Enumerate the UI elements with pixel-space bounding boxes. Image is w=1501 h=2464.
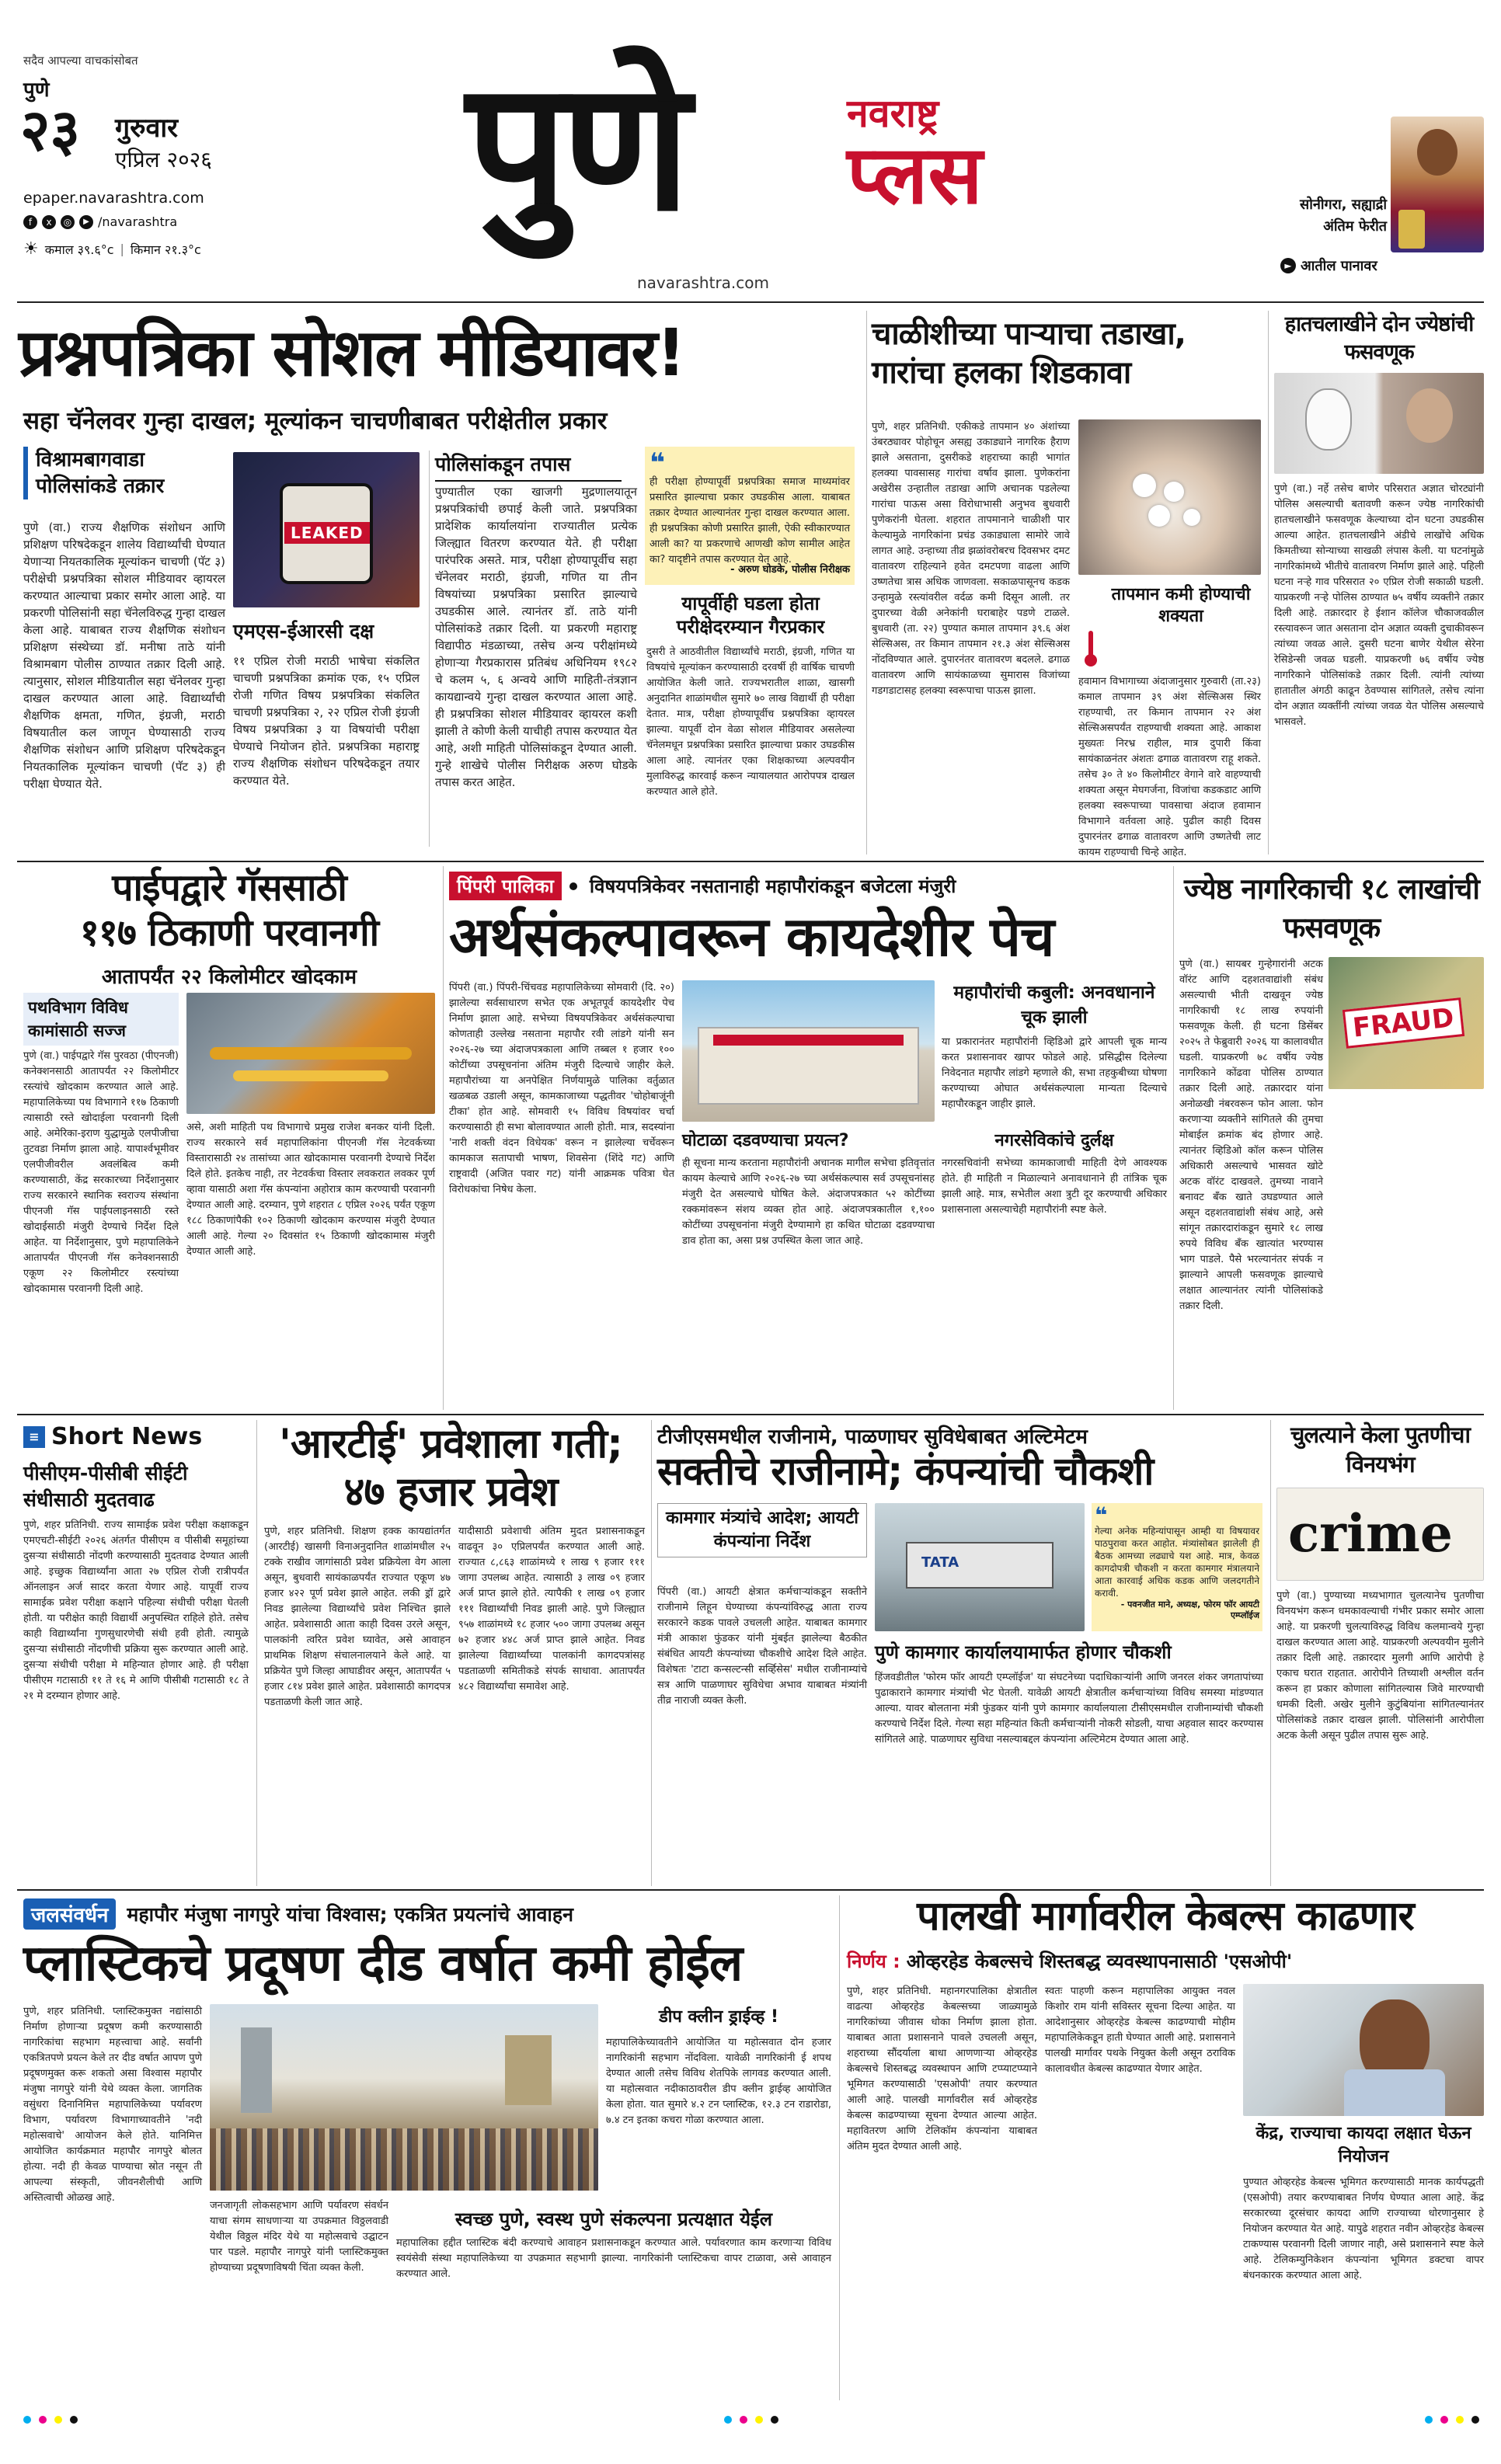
- max-temp: कमाल ३९.६°c: [44, 242, 114, 257]
- fraud1-headline: हातचलाखीने दोन ज्येष्ठांची फसवणूक: [1284, 312, 1474, 364]
- facebook-icon[interactable]: f: [23, 215, 37, 229]
- tcs-headline: सक्तीचे राजीनामे; कंपन्यांची चौकशी: [657, 1449, 1154, 1494]
- lead-col1: पुणे (वा.) राज्य शैक्षणिक संशोधन आणि प्रशिक्षण परिषदेकडून शालेय विद्यार्थ्यांची घेण्यात येणाऱ्या नियतकालिक मूल्यांकन चाचणी (पॅट ३) परीक्षेची प्रश्नपत्रिका सोशल मीडियावर व्हायरल करण्यात आल्याचा प्रकार समोर आला आहे. या प्रकरणी पोलिसांनी सहा चॅनेलविरुद्ध गुन्हा दाखल केला आहे. याबाबत राज्य शैक्षणिक संशोधन प्रशिक्षण संस्थेच्या डॉ. मनीषा ताठे यांनी विश्रामबाग पोलीस ठाण्यात तक्रार दिली आहे. त्यानुसार, सोशल मीडियातील सहा चॅनेलवर गुन्हा दाखल करण्यात आला आहे. विद्यार्थ्यांची शैक्षणिक क्षमता, गणित, इंग्रजी, मराठी विषयातील कल जाणून घेण्यासाठी राज्य शैक्षणिक संशोधन आणि प्रशिक्षण परिषदेकडून नियतकालिक मूल्यांकन चाचणी (पॅट ३) ही परीक्षा घेण्यात येते.: [23, 520, 225, 791]
- hail-body2: हवामान विभागाच्या अंदाजानुसार गुरुवारी (ता.२३) कमाल तापमान ३९ अंश सेल्सिअस स्थिर राहण्याची, तर किमान तापमान २२ अंश सेल्सिअसपर्यंत राहण्याची शक्यता आहे. आकाश मुख्यतः निरभ्र राहील, मात्र दुपारी किंवा सायंकाळनंतर अंशतः ढगाळ वातावरण राहू शकते. तसेच ३० ते ४० किलोमीटर वेगाने वारे वाहण्याची शक्यता असून मेघगर्जना, विजांचा कडकडाट आणि हलक्या स्वरूपाच्या पावसाचा अंदाज हवामान विभागाने वर्तवला आहे. पुढील काही दिवस दुपारनंतर ढगाळ वातावरण आणि उष्णतेची लाट कायम राहण्याची चिन्हे आहेत.: [1078, 676, 1261, 858]
- lead-col2: ११ एप्रिल रोजी मराठी भाषेचा संकलित चाचणी प्रश्नपत्रिका क्रमांक एक, १५ एप्रिल रोजी गणित विषय प्रश्नपत्रिका संकलित चाचणी प्रश्नपत्रिका २, २२ एप्रिल रोजी इंग्रजी विषय प्रश्नपत्रिका ३ या विषयांची परीक्षा घेण्याचे नियोजन होते. प्रश्नपत्रिका महाराष्ट्र राज्य शैक्षणिक संशोधन परिषदेकडून तयार करण्यात येते.: [233, 654, 420, 788]
- crime-body: पुणे (वा.) पुण्याच्या मध्यभागात चुलत्यानेच पुतणीचा विनयभंग करून धमकावल्याची गंभीर प्रकार समोर आला आहे. या प्रकरणी चुलत्याविरुद्ध विविध कलमान्वये गुन्हा दाखल करण्यात आला आहे. याप्रकरणी अल्पवयीन मुलीने तक्रार दिली आहे. तक्रारदार मुलगी आणि आरोपी हे एकाच घरात राहतात. आरोपीने तिच्याशी अश्लील वर्तन करून हा प्रकार कोणाला सांगितल्यास जिवे मारण्याची धमकी दिली. अखेर मुलीने कुटुंबियांना सांगितल्यानंतर पोलिसांकडे तक्रार दाखल झाली. पोलिसांनी आरोपीला अटक केली असून पुढील तपास सुरू आहे.: [1276, 1590, 1484, 1742]
- cables-photo-caption: केंद्र, राज्याचा कायदा लक्षात घेऊन नियोजन: [1255, 2124, 1471, 2166]
- quote-icon: ❝: [1095, 1502, 1108, 1528]
- gas-subhead: आतापर्यंत २२ किलोमीटर खोदकाम: [101, 966, 357, 989]
- gas-headline-2: ११७ ठिकाणी परवानगी: [79, 911, 379, 955]
- lead-quote-box: [645, 447, 855, 585]
- lead-box2-head: यापूर्वीही घडला होता परीक्षेदरम्यान गैरप्रकार: [676, 593, 825, 638]
- budget-corp-body: नगरसचिवांनी सभेच्या कामकाजाची माहिती देणे आवश्यक होते. ही माहिती न मिळाल्याने अनावधानाने ही तांत्रिक चूक झाली आहे. मात्र, सभेतील अशा त्रुटी दूर करण्याची अधिकार प्रशासनाला असल्याचेही महापौरांनी स्पष्ट केले.: [942, 1157, 1167, 1216]
- tcs-photo-caption: पुणे कामगार कार्यालयामार्फत होणार चौकशी: [875, 1641, 1172, 1663]
- short-news-label: ≡ Short News: [23, 1423, 202, 1450]
- masthead-rule: [17, 301, 1484, 303]
- lead-box-head: पोलिसांकडून तपास: [435, 451, 622, 482]
- budget-headline: अर्थसंकल्पावरून कायदेशीर पेच: [449, 905, 1054, 969]
- plastic-photo: [210, 2004, 598, 2191]
- tcs-quote-box: [1092, 1503, 1262, 1631]
- twitter-icon[interactable]: x: [42, 215, 56, 229]
- registration-marks: [23, 2408, 1484, 2431]
- short-news-body: पुणे, शहर प्रतिनिधी. राज्य सामाईक प्रवेश परीक्षा कक्षाकडून एमएचटी-सीईटी २०२६ अंतर्गत पीसीएम व पीसीबी समूहांच्या दुसऱ्या संधीसाठी नोंदणी करण्यासाठी मुदतवाढ देण्यात आली आहे. इच्छुक विद्यार्थ्यांना आता २७ एप्रिल रोजी रात्रीपर्यंत ऑनलाइन अर्ज सादर करता येणार आहे. यापूर्वी राज्य सामाईक प्रवेश परीक्षा कक्षाने पहिल्या संधीची परीक्षा घेतली होती. या परीक्षेत काही विद्यार्थी अनुपस्थित राहिले होते. तसेच काही विद्यार्थ्यांना गुणसुधारणेची संधी हवी होती. त्यामुळे दुसऱ्या संधीसाठी नोंदणीची प्रक्रिया सुरू करण्यात आली आहे. दुसऱ्या संधीची परीक्षा मे महिन्यात होणार आहे. ही परीक्षा पीसीएम गटासाठी ११ ते १६ मे आणि पीसीबी गटासाठी १८ ते २१ मे दरम्यान होणार आहे.: [23, 1519, 249, 1702]
- cables-headline: पालखी मार्गावरील केबल्स काढणार: [917, 1893, 1414, 1940]
- tcs-quote-by: - पवनजीत माने, अध्यक्ष, फोरम फॉर आयटी एम्प्लॉईज: [1120, 1599, 1259, 1620]
- plastic-kicker-text: महापौर मंजुषा नागपुरे यांचा विश्वास; एकत्रित प्रयत्नांचे आवाहन: [127, 1903, 574, 1926]
- plastic-box-body: महापालिकेच्यावतीने आयोजित या महोत्सवात दोन हजार नागरिकांनी सहभाग नोंदविला. यावेळी नागरिकांनी ई शपथ देण्यात आली तसेच विविध शेतपिके लागवड करण्यात आली. या महोत्सवात नदीकाठावरील डीप क्लीन ड्राईव्ह आयोजित केला होता. यात सुमारे ४.२ टन प्लास्टिक, १२.३ टन राडारोडा, ७.४ टन इतका कचरा गोळा करण्यात आला.: [606, 2037, 831, 2126]
- budget-kicker-text: विषयपत्रिकेवर नसतानाही महापौरांकडून बजेटला मंजुरी: [589, 875, 956, 897]
- thermometer-icon: [1081, 631, 1100, 666]
- leaked-caption: एमएस-ईआरसी दक्ष: [233, 620, 374, 642]
- date-weekday: गुरुवार: [115, 113, 179, 144]
- cables-decision-text: ओव्हरहेड केबल्सचे शिस्तबद्ध व्यवस्थापनासाठी 'एसओपी': [906, 1951, 1293, 1972]
- budget-box: [942, 980, 1167, 1122]
- lead-quote: ही परीक्षा होण्यापूर्वी प्रश्नपत्रिका समाज माध्यमांवर प्रसारित झाल्याचा प्रकार उघडकीस आला. याबाबत तक्रार देण्यात आल्यानंतर गुन्हा दाखल करण्यात आला. ही प्रश्नपत्रिका कोणी प्रसारित झाली, ऐकी स्वीकारण्यात आली का? या प्रकरणाचे आणखी कोण सामील आहेत का? यादृष्टीने तपास करण्यात येत आहे.: [650, 476, 850, 566]
- social-handle[interactable]: /navarashtra: [98, 214, 178, 229]
- budget-body: पिंपरी (वा.) पिंपरी-चिंचवड महापालिकेच्या सोमवारी (दि. २०) झालेल्या सर्वसाधारण सभेत एक अभूतपूर्व कायदेशीर पेच निर्माण झाला आहे. सभेच्या विषयपत्रिकेवर अर्थसंकल्पाचा कोणताही उल्लेख नसताना महापौर रवी लांडगे यांनी सन २०२६-२७ च्या अंदाजपत्रकाला आणि तब्बल १ हजार १०० कोटींच्या उपसूचनांना अंतिम मंजुरी दिल्याचे जाहीर केले. महापौरांच्या या अनपेक्षित निर्णयामुळे पालिका वर्तुळात खळबळ उडाली असून, कामकाजाच्या पद्धतीवर 'चोहोबाजूंनी टीका' होत आहे. सोमवारी १५ विविध विषयांवर चर्चा करण्यासाठी ही सभा बोलावण्यात आली होती. मात्र, सदस्यांना 'नारी शक्ती वंदन विधेयक' वरून न झालेल्या चर्चेवरून कामकाज सतापाची भाषण, शिवसेना (शिंदे गट) आणि राष्ट्रवादी (अजित पवार गट) यांनी आक्रमक पवित्रा घेत विरोधकांचा निषेध केला.: [449, 982, 674, 1195]
- quote-icon: ❝: [650, 447, 665, 479]
- hail-headline: चाळीशीच्या पाऱ्याचा तडाखा, गारांचा हलका शिडकावा: [872, 316, 1186, 391]
- fraud-photo-label: FRAUD: [1343, 997, 1464, 1049]
- sun-icon: ☀: [23, 239, 39, 259]
- plastic-bottom-head: स्वच्छ पुणे, स्वस्थ पुणे संकल्पना प्रत्यक्षात येईल: [454, 2208, 773, 2230]
- tcs-body: पिंपरी (वा.) आयटी क्षेत्रात कर्मचाऱ्यांकडून सक्तीने राजीनामे लिहून घेण्याच्या कंपन्यांविरुद्ध आता राज्य सरकारने कडक पावले उचलली आहेत. याबाबत कामगार मंत्री आकाश फुंडकर यांनी मुंबईत झालेल्या बैठकीत संबंधित आयटी कंपन्यांच्या चौकशीचे आदेश दिले आहेत. विशेषतः 'टाटा कन्सल्टन्सी सर्व्हिसेस' मधील राजीनाम्यांचे सत्र आणि पाळणाघर सुविधेचा अभाव याबाबत मंत्र्यांनी तीव्र नाराजी व्यक्त केली.: [657, 1586, 867, 1707]
- masthead-title: पुणे: [466, 44, 684, 251]
- plastic-headline: प्लास्टिकचे प्रदूषण दीड वर्षात कमी होईल: [23, 1935, 743, 1992]
- lead-headline: प्रश्नपत्रिका सोशल मीडियावर!: [19, 315, 684, 391]
- crime-photo-label: crime: [1288, 1503, 1453, 1564]
- crime-headline: चुलत्याने केला पुतणीचा विनयभंग: [1290, 1422, 1470, 1477]
- budget-box-body: या प्रकारानंतर महापौरांनी व्हिडिओ द्वारे आपली चूक मान्य करत प्रशासनावर खापर फोडले आहे. प्रसिद्धीस दिलेल्या निवेदनात महापौर लांडगे म्हणाले की, सभा तहकुबीच्या घोषणा करण्याच्या ओघात अर्थसंकल्पाला मान्यता दिल्याचे महापौरकडून जाहीर झाले.: [942, 1036, 1167, 1110]
- gas-side-head: पथविभाग विविध कामांसाठी सज्ज: [23, 993, 179, 1046]
- hail-photo-caption: तापमान कमी होण्याची शक्यता: [1111, 585, 1251, 626]
- budget-photo: [682, 980, 935, 1122]
- cables-photo: [1243, 1984, 1484, 2116]
- senior-body: पुणे (वा.) सायबर गुन्हेगारांनी अटक वॉरंट आणि दहशतवाद्यांशी संबंध असल्याची भीती दाखवून ज्येष्ठ नागरिकाची १८ लाख रुपयांनी फसवणूक केली. ही घटना डिसेंबर २०२५ ते फेब्रुवारी २०२६ या कालावधीत घडली. याप्रकरणी ७८ वर्षीय ज्येष्ठ नागरिकाने कोंढवा पोलिस ठाण्यात तक्रार दिली आहे. तक्रारदार यांना अनोळखी नंबरवरून फोन आला. फोन करणाऱ्या व्यक्तीने सांगितले की तुमचा मोबाईल क्रमांक बंद होणार आहे. त्यानंतर व्हिडिओ कॉल करून पोलिस अधिकारी असल्याचे भासवत खोटे अटक वॉरंट दाखवले. तुमच्या नावाने बनावट बँक खाते उघडण्यात आले असून दहशतवाद्यांशी संबंध आहे, असे सांगून तक्रारदारांकडून सुमारे १८ लाख रुपये विविध बँक खात्यांत भरण्यास भाग पाडले. पैसे भरल्यानंतर संपर्क न झाल्याने आपली फसवणूक झाल्याचे लक्षात आल्यानंतर त्यांनी पोलिसांकडे तक्रार दिली.: [1179, 959, 1323, 1312]
- plastic-bottom-body: महापालिका हद्दीत प्लास्टिक बंदी करण्याचे आवाहन प्रशासनाकडून करण्यात आले. पर्यावरणात काम करणाऱ्या विविध स्वयंसेवी संस्था महापालिकेच्या या उपक्रमात सहभागी झाल्या. नागरिकांनी प्लास्टिकचा वापर टाळावा, असे आवाहन करण्यात आले.: [396, 2237, 831, 2280]
- brand-bottom: प्लस: [847, 127, 983, 222]
- short-news-headline: पीसीएम-पीसीबी सीईटी संधीसाठी मुदतवाढ: [23, 1462, 188, 1511]
- cables-decision-label: निर्णय :: [847, 1951, 900, 1972]
- news-icon: ≡: [23, 1426, 45, 1448]
- date-number: २३: [20, 97, 80, 164]
- cables-decision: [847, 1948, 1484, 1974]
- bullet-icon: [569, 882, 577, 890]
- leaked-photo: [233, 452, 420, 607]
- lead-col3: पुण्यातील एका खाजगी मुद्रणालयातून प्रश्नपत्रिकांची छपाई केली जाते. प्रश्नपत्रिका प्रादेशिक कार्यालयांना राज्यातील प्रत्येक जिल्ह्यात वितरण करण्यात येते. ही परीक्षा पारंपरिक असते. मात्र, परीक्षा होण्यापूर्वीच सहा चॅनेलवर मराठी, इंग्रजी, गणित या तीन विषयांच्या प्रश्नपत्रिका प्रसारित झाल्याचे उघडकीस आले. त्यानंतर डॉ. ताठे यांनी पोलिसांकडे तक्रार दिली. या प्रकरणी महाराष्ट्र विद्यापीठ मंडळाच्या, तसेच अन्य परीक्षांमध्ये होणाऱ्या गैरप्रकारास प्रतिबंध अधिनियम १९८२ चे कलम ५, ६ अन्वये आणि माहिती-तंत्रज्ञान कायद्यान्वये गुन्हा दाखल करण्यात आला आहे. ही प्रश्नपत्रिका सोशल मीडियावर व्हायरल कशी झाली ते कोणी केली याचीही तपास करण्यात येत आहे, अशी माहिती पोलिसांकडून देण्यात आली. गुन्हे शाखेचे पोलीस निरीक्षक अरुण घोडके तपास करत आहेत.: [435, 485, 637, 789]
- rte-headline: 'आरटीई' प्रवेशाला गती; ४७ हजार प्रवेश: [279, 1421, 622, 1516]
- tcs-photo: TATA: [875, 1503, 1085, 1631]
- masthead: [0, 0, 1501, 303]
- gas-body2: असे, अशी माहिती पथ विभागाचे प्रमुख राजेश बनकर यांनी दिली. राज्य सरकारने सर्व महापालिकांना पीएनजी गॅस नेटवर्कच्या विस्तारासाठी २४ तासांच्या आत खोदकामास परवानगी देण्याचे निर्देश दिले होते. इतकेच नाही, तर नेटवर्कचा विस्तार लवकरात लवकर पूर्ण व्हावा यासाठी अशा गॅस कंपन्यांना अहोरात्र काम करण्याची परवानगी देण्यात आली आहे. दरम्यान, पुणे शहरात ८ एप्रिल २०२६ पर्यंत एकूण १८८ ठिकाणांपैकी १०२ ठिकाणी खोदकाम करण्यास मंजुरी देण्यात आली आहे. गेल्या २० दिवसांत १५ ठिकाणी खोदकामास मंजुरी देण्यात आली आहे.: [186, 1122, 435, 1258]
- budget-kicker: [449, 872, 1164, 900]
- website[interactable]: navarashtra.com: [637, 273, 769, 292]
- lead-quote-by: - अरुण घोडके, पोलीस निरीक्षक: [730, 564, 850, 576]
- budget-corp-head: नगरसेविकांचे दुर्लक्ष: [994, 1131, 1114, 1150]
- lead-side-head: विश्रामबागवाडा पोलिसांकडे तक्रार: [23, 447, 218, 499]
- tcs-quote: गेल्या अनेक महिन्यांपासून आम्ही या विषयावर पाठपुरावा करत आहोत. मंत्र्यांसोबत झालेली ही बैठक आमच्या लढ्याचे यश आहे. मात्र, केवळ कागदोपत्री चौकशी न करता कामगार मंत्रालयाने आता कारवाई अधिक कडक आणि जलदगतीने करावी.: [1095, 1526, 1259, 1599]
- epaper-link[interactable]: epaper.navarashtra.com: [23, 190, 204, 207]
- fraud-photo: [1329, 957, 1484, 1089]
- tcs-body2: हिंजवडीतील 'फोरम फॉर आयटी एम्प्लॉईज' या संघटनेच्या पदाधिकाऱ्यांनी आणि जनरल शंकर जगतापांच्या पुढाकाराने कामगार मंत्र्यांची भेट घेतली. यावेळी आयटी क्षेत्रातील कर्मचाऱ्यांच्या विविध समस्या मांडण्यात आल्या. यावर बोलताना मंत्री फुंडकर यांनी पुणे कामगार कार्यालयाला टीसीएसमधील राजीनाम्यांची चौकशी करण्याचे निर्देश दिले. गेल्या सहा महिन्यांत किती कर्मचाऱ्यांनी नोकरी सोडली, याचा अहवाल सादर करण्यास सांगितले आहे. पाळणाघर सुविधा नसल्याबद्दल कंपन्यांना अल्टिमेटम देण्यात आला आहे.: [875, 1672, 1263, 1745]
- cables-body: पुणे, शहर प्रतिनिधी. महानगरपालिका क्षेत्रातील वाढत्या ओव्हरहेड केबल्सच्या जाळ्यामुळे नागरिकांच्या जीवास धोका निर्माण झाला होता. याबाबत आता प्रशासनाने पावले उचलली असून, शहराच्या सौंदर्याला बाधा आणणाऱ्या ओव्हरहेड केबल्सचे शिस्तबद्ध व्यवस्थापन आणि टप्प्याटप्प्याने भूमिगत करण्यासाठी 'एसओपी' तयार करण्यात आली आहे. पालखी मार्गावरील सर्व ओव्हरहेड केबल्स काढण्याच्या सूचना देण्यात आल्या आहेत. महावितरण आणि टेलिकॉम कंपन्यांना याबाबत अंतिम मुदत देण्यात आली आहे.: [847, 1985, 1037, 2153]
- fraud1-photo: [1274, 373, 1484, 474]
- hail-photo: [1078, 419, 1261, 575]
- rte-body2: यादीसाठी प्रवेशाची अंतिम मुदत प्रशासनाकडून वाढवून ३० एप्रिलपर्यंत करण्यात आली आहे. राज्यात ८,८६३ शाळांमध्ये १ लाख ९ हजार १११ जागा उपलब्ध आहेत. त्यासाठी ३ लाख ०९ हजार अर्ज प्राप्त झाले होते. त्यापैकी १ लाख ०९ हजार १११ विद्यार्थ्यांची निवड झाली आहे. पुणे जिल्ह्यात ९५७ शाळांमध्ये १८ हजार ५०० जागा उपलब्ध असून ७२ हजार ४४८ अर्ज प्राप्त झाले आहेत. निवड झालेल्या विद्यार्थ्यांच्या पालकांनी कागदपत्रांसह पडताळणी समितीकडे संपर्क साधावा. आतापर्यंत ४८२ विद्यार्थ्यांचा समावेश आहे.: [458, 1526, 645, 1693]
- crime-photo: [1276, 1488, 1484, 1581]
- promo-link[interactable]: ► आतील पानावर: [1280, 256, 1377, 275]
- promo-photo: [1391, 117, 1484, 252]
- masthead-tagline: सदैव आपल्या वाचकांसोबत: [23, 54, 138, 68]
- brand-top: नवराष्ट्र: [847, 91, 939, 136]
- gas-headline-1: पाईपद्वारे गॅससाठी: [112, 866, 347, 910]
- min-temp: किमान २१.३°c: [130, 242, 201, 257]
- date-month-year: एप्रिल २०२६: [115, 147, 212, 172]
- plastic-body: पुणे, शहर प्रतिनिधी. प्लास्टिकमुक्त नद्यांसाठी निर्माण होणाऱ्या प्रदूषण कमी करण्यासाठी नागरिकांचा सहभाग महत्त्वाचा आहे. सर्वांनी एकत्रितपणे प्रयत्न केले तर दीड वर्षात आपण पुणे प्रदूषणमुक्त करू शकतो असा विश्वास महापौर मंजुषा नागपुरे यांनी येथे व्यक्त केला. जागतिक वसुंधरा दिनानिमित्त महापालिकेच्या पर्यावरण विभाग, पर्यावरण विभागाच्यावतीने 'नदी महोत्सवाचे' आयोजन केले होते. यानिमित्त आयोजित कार्यक्रमात महापौर नागपुरे बोलत होत्या. नदी ही केवळ पाण्याचा स्रोत नसून ती आपल्या संस्कृती, जीवनशैलीची आणि अस्तित्वाची ओळख आहे.: [23, 2006, 202, 2204]
- lead-col4: दुसरी ते आठवीतील विद्यार्थ्यांचे मराठी, इंग्रजी, गणित या विषयांचे मूल्यांकन करण्यासाठी दरवर्षी ही वार्षिक चाचणी आयोजित केली जाते. राज्यभरातील शाळा, खासगी अनुदानित शाळांमधील सुमारे ७० लाख विद्यार्थी ही परीक्षा देतात. मात्र, परीक्षा होण्यापूर्वीच प्रश्नपत्रिका व्हायरल झाल्या. यापूर्वी दोन वेळा सोशल मीडियावर असलेल्या चॅनेलमधून प्रश्नपत्रिका प्रसारित झाल्याचा प्रकार उघडकीस आला आहे. त्यानंतर एका शिक्षकाच्या अल्पवयीन मुलाविरुद्ध कारवाई करून न्यायालयात आरोपपत्र दाखल करण्यात आले होते.: [646, 646, 855, 798]
- arrow-right-icon: ►: [1280, 258, 1296, 273]
- plastic-kicker-label: जलसंवर्धन: [23, 1898, 116, 1930]
- tcs-kicker: टीजीएसमधील राजीनामे, पाळणाघर सुविधेबाबत अल्टिमेटम: [657, 1425, 1088, 1449]
- gas-photo: [186, 993, 435, 1114]
- fraud1-body: पुणे (वा.) नर्हे तसेच बाणेर परिसरात अज्ञात चोरट्यांनी पोलिस असल्याची बतावणी करून ज्येष्ठ नागरिकांची हातचलाखीने फसवणूक केल्याच्या दोन घटना उघडकीस आल्या आहेत. हातचलाखीने अंडीचे लाखोंचे अधिक किमतीच्या सोन्याच्या साखळी लंपास केली. या घटनांमुळे नागरिकांमध्ये भीतीचे वातावरण निर्माण झाले आहे. पहिली घटना नऱ्हे गाव परिसरात २० एप्रिल रोजी सकाळी घडली. याप्रकरणी नऱ्हे पोलिस ठाण्यात ७५ वर्षीय व्यक्तीने तक्रार दिली आहे. तक्रारदार हे ईशान कॉलेज चौकाजवळील रस्त्यावरून जात असताना दोन अज्ञात व्यक्ती दुचाकीवरून त्यांच्या जवळ आले. दुसरी घटना बाणेर येथील सेरेना रेसिडेन्सी जवळ घडली. याप्रकरणी ७६ वर्षीय ज्येष्ठ नागरिकाने पोलिसांकडे तक्रार दिली. त्यांनी त्यांच्या हातातील अंगठी काढून ठेवण्यास सांगितले, तसेच त्यांना दोन अज्ञात व्यक्तींनी त्यांच्या जवळ येत पोलिस असल्याचे भासवले.: [1274, 483, 1484, 728]
- promo-caption: सोनीगरा, सह्याद्री अंतिम फेरीत: [1300, 197, 1387, 235]
- lead-subhead: सहा चॅनेलवर गुन्हा दाखल; मूल्यांकन चाचणीबाबत परीक्षेतील प्रकार: [23, 407, 608, 435]
- gas-body: पुणे (वा.) पाईपद्वारे गॅस पुरवठा (पीएनजी) कनेक्शनसाठी आतापर्यंत २२ किलोमीटर रस्त्यांचे खोदकाम करण्यात आले आहे. महापालिकेच्या पथ विभागाने ११७ ठिकाणी त्यासाठी रस्ते खोदाईला परवानगी दिली आहे. अमेरिका-इराण युद्धामुळे एलपीजीचा तुटवडा निर्माण झाला आहे. यापार्श्वभूमीवर एलपीजीवरील अवलंबित्व कमी करण्यासाठी, केंद्र सरकारच्या निर्देशानुसार राज्य सरकारने स्थानिक स्वराज्य संस्थांना पीएनजी गॅस पाईपलाइनसाठी रस्ते खोदाईसाठी मंजुरी देण्याचे निर्देश दिले आहेत. या निर्देशानुसार, पुणे महापालिकेने आतापर्यंत पीएनजी गॅस कनेक्शनसाठी एकूण २२ किलोमीटर रस्त्यांच्या खोदकामास परवानगी दिली आहे.: [23, 1050, 179, 1295]
- budget-sub-head: घोटाळा दडवण्याचा प्रयत्न?: [682, 1131, 849, 1150]
- social-row: [23, 214, 177, 229]
- rte-body: पुणे, शहर प्रतिनिधी. शिक्षण हक्क कायद्यांतर्गत (आरटीई) खासगी विनाअनुदानित शाळांमधील २५ टक्के राखीव जागांसाठी प्रवेश प्रक्रियेला वेग आला असून, बुधवारी सायंकाळपर्यंत राज्यात एकूण ४७ हजार ४२२ पूर्ण प्रवेश झाले आहेत. लकी ड्रॉ द्वारे निवड झालेल्या विद्यार्थ्यांचे प्रवेश निश्चित झाले आहेत. प्रवेशासाठी आता काही दिवस उरले असून, पालकांनी त्वरित प्रवेश घ्यावेत, असे आवाहन प्राथमिक शिक्षण संचालनालयाने केले आहे. या प्रक्रियेत पुणे जिल्हा आघाडीवर असून, आतापर्यंत ५ हजार ८१४ प्रवेश झाले आहेत. प्रवेशासाठी कागदपत्र पडताळणी केली जात आहे.: [264, 1526, 451, 1708]
- plastic-box-head: डीप क्लीन ड्राईव्ह !: [658, 2007, 779, 2027]
- tcs-side-head: कामगार मंत्र्यांचे आदेश; आयटी कंपन्यांना निर्देश: [657, 1503, 867, 1557]
- leaked-label: LEAKED: [284, 522, 370, 544]
- budget-sub-body: ही सूचना मान्य करताना महापौरांनी अचानक मागील सभेचा इतिवृत्तांत कायम केल्याचे आणि २०२६-२७ च्या अर्थसंकल्पास सर्व उपसूचनांसह मंजुरी देत असल्याचे घोषित केले. अंदाजपत्रकात ५२ कोटींच्या रक्कमांवरून संशय व्यक्त होत आहे. अंदाजपत्रकातील १,१०० कोटींच्या उपसूचनांना मंजुरी देण्यामागे हा कथित घोटाळा दडवण्याचा डाव होता का, असा प्रश्न उपस्थित केला जात आहे.: [682, 1157, 935, 1247]
- youtube-icon[interactable]: ▶: [79, 215, 93, 229]
- budget-photo-caption: महापौरांची कबुली: अनवधानाने चूक झाली: [953, 983, 1155, 1028]
- weather-row: ☀ कमाल ३९.६°c | किमान २१.३°c: [23, 239, 201, 259]
- masthead-city: पुणे: [23, 78, 50, 102]
- senior-headline: ज्येष्ठ नागरिकाची १८ लाखांची फसवणूक: [1184, 872, 1479, 945]
- budget-kicker-label: पिंपरी पालिका: [449, 872, 562, 900]
- hail-body: पुणे, शहर प्रतिनिधी. एकीकडे तापमान ४० अंशांच्या उंबरठ्यावर पोहोचून असह्य उकाड्याने नागरिक हैराण झाले असताना, दुसरीकडे शहराच्या काही भागांत हलक्या पावसासह गारांचा वर्षाव झाला. पुणेकरांना अखेरीस उन्हातील तडाखा आणि अचानक पडलेल्या गारांचा पाऊस असा विरोधाभासी अनुभव बुधवारी पुणेकरांनी घेतला. शहरात तापमानाने चाळीशी पार केल्यामुळे नागरिकांना प्रचंड उकाड्याला सामोरे जावे लागत आहे. उन्हाच्या तीव्र झळांवरोबरच दिवसभर दमट वातावरण राहिल्याने हवेत दमटपणा वाढला आणि उष्णतेचा त्रास अधिक जाणवला. सकाळपासूनच कडक उन्हामुळे रस्त्यांवरील वर्दळ कमी दिसून आली. तर दुपारच्या वेळी अनेकांनी घराबाहेर पडणे टाळले. बुधवारी (ता. २२) पुण्यात कमाल तापमान ३९.६ अंश सेल्सिअस, तर किमान तापमान २१.३ अंश सेल्सिअस नोंदविण्यात आले. दुपारनंतर वातावरण बदलले. ढगाळ वातावरण आणि सायंकाळच्या सुमारास विजांच्या गडगडाटासह हलक्या स्वरूपाचा पाऊस झाला.: [872, 421, 1070, 697]
- plastic-kicker: [23, 1898, 831, 1930]
- instagram-icon[interactable]: ◎: [61, 215, 75, 229]
- plastic-photo-caption: जनजागृती लोकसहभाग आणि पर्यावरण संवर्धन याचा संगम साधणाऱ्या या उपक्रमात विठ्ठलवाडी येथील विठ्ठल मंदिर येथे या महोत्सवाचे उद्घाटन पार पडले. महापौर नागपुरे यांनी प्लास्टिकमुक्त होण्याच्या प्रदूषणाविषयी चिंता व्यक्त केली.: [210, 2200, 388, 2274]
- cables-body2: स्वतः पाहणी करून महापालिका आयुक्त नवल किशोर राम यांनी सविस्तर सूचना दिल्या आहेत. या आदेशानुसार ओव्हरहेड केबल्स काढण्याची मोहीम महापालिकेकडून हाती घेण्यात आली आहे. प्रशासनाने पालखी मार्गावर पथके नियुक्त केली असून ठराविक कालावधीत केबल्स काढण्यात येणार आहेत.: [1045, 1985, 1235, 2075]
- cables-body3: पुण्यात ओव्हरहेड केबल्स भूमिगत करण्यासाठी मानक कार्यपद्धती (एसओपी) तयार करण्याबाबत निर्णय घेण्यात आला आहे. केंद्र सरकारच्या दूरसंचार कायदा आणि राज्याच्या धोरणानुसार हे नियोजन करण्यात येत आहे. यापुढे शहरात नवीन ओव्हरहेड केबल्स टाकण्यास परवानगी दिली जाणार नाही, असे प्रशासनाने स्पष्ट केले आहे. टेलिकम्युनिकेशन कंपन्यांना भूमिगत डक्टचा वापर बंधनकारक करण्यात आला आहे.: [1243, 2177, 1484, 2281]
